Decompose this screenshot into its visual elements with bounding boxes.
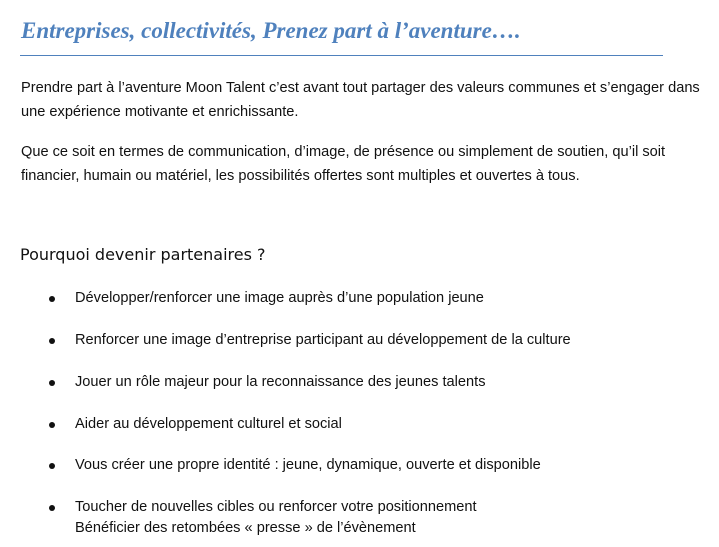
bullet-icon [49, 380, 55, 386]
list-item [0, 370, 719, 394]
list-item [0, 286, 719, 310]
section-heading: Pourquoi devenir partenaires ? [20, 245, 266, 264]
list-item-text: Jouer un rôle majeur pour la reconnaissance des jeunes talents [75, 374, 486, 390]
list-item-text: Aider au développement culturel et social [75, 416, 342, 432]
list-item [0, 328, 719, 352]
list-item-text: Vous créer une propre identité : jeune, dynamique, ouverte et disponible [75, 457, 541, 473]
bullet-icon [49, 296, 55, 302]
document-title: Entreprises, collectivités, Prenez part à l’aventure…. [21, 18, 521, 43]
list-item-continuation: Bénéficier des retombées « presse » de l’évènement [75, 520, 416, 536]
bullet-icon [49, 422, 55, 428]
bullet-icon [49, 463, 55, 469]
list-item-text: Développer/renforcer une image auprès d’une population jeune [75, 290, 484, 306]
list-item [0, 412, 719, 436]
intro-paragraph: Prendre part à l’aventure Moon Talent c’est avant tout partager des valeurs communes et s’engager dans une expérience motivante et enrichissante. [21, 80, 700, 120]
bullet-icon [49, 505, 55, 511]
list-item [0, 453, 719, 477]
list-item-text: Toucher de nouvelles cibles ou renforcer votre positionnement [75, 499, 477, 515]
title-underline [20, 55, 663, 56]
details-paragraph: Que ce soit en termes de communication, d’image, de présence ou simplement de soutien, qu’il soit financier, humain ou matériel, les possibilités offertes sont multiples et ouvertes à tous. [21, 144, 666, 184]
list-item-text: Renforcer une image d’entreprise participant au développement de la culture [75, 332, 571, 348]
bullet-icon [49, 338, 55, 344]
